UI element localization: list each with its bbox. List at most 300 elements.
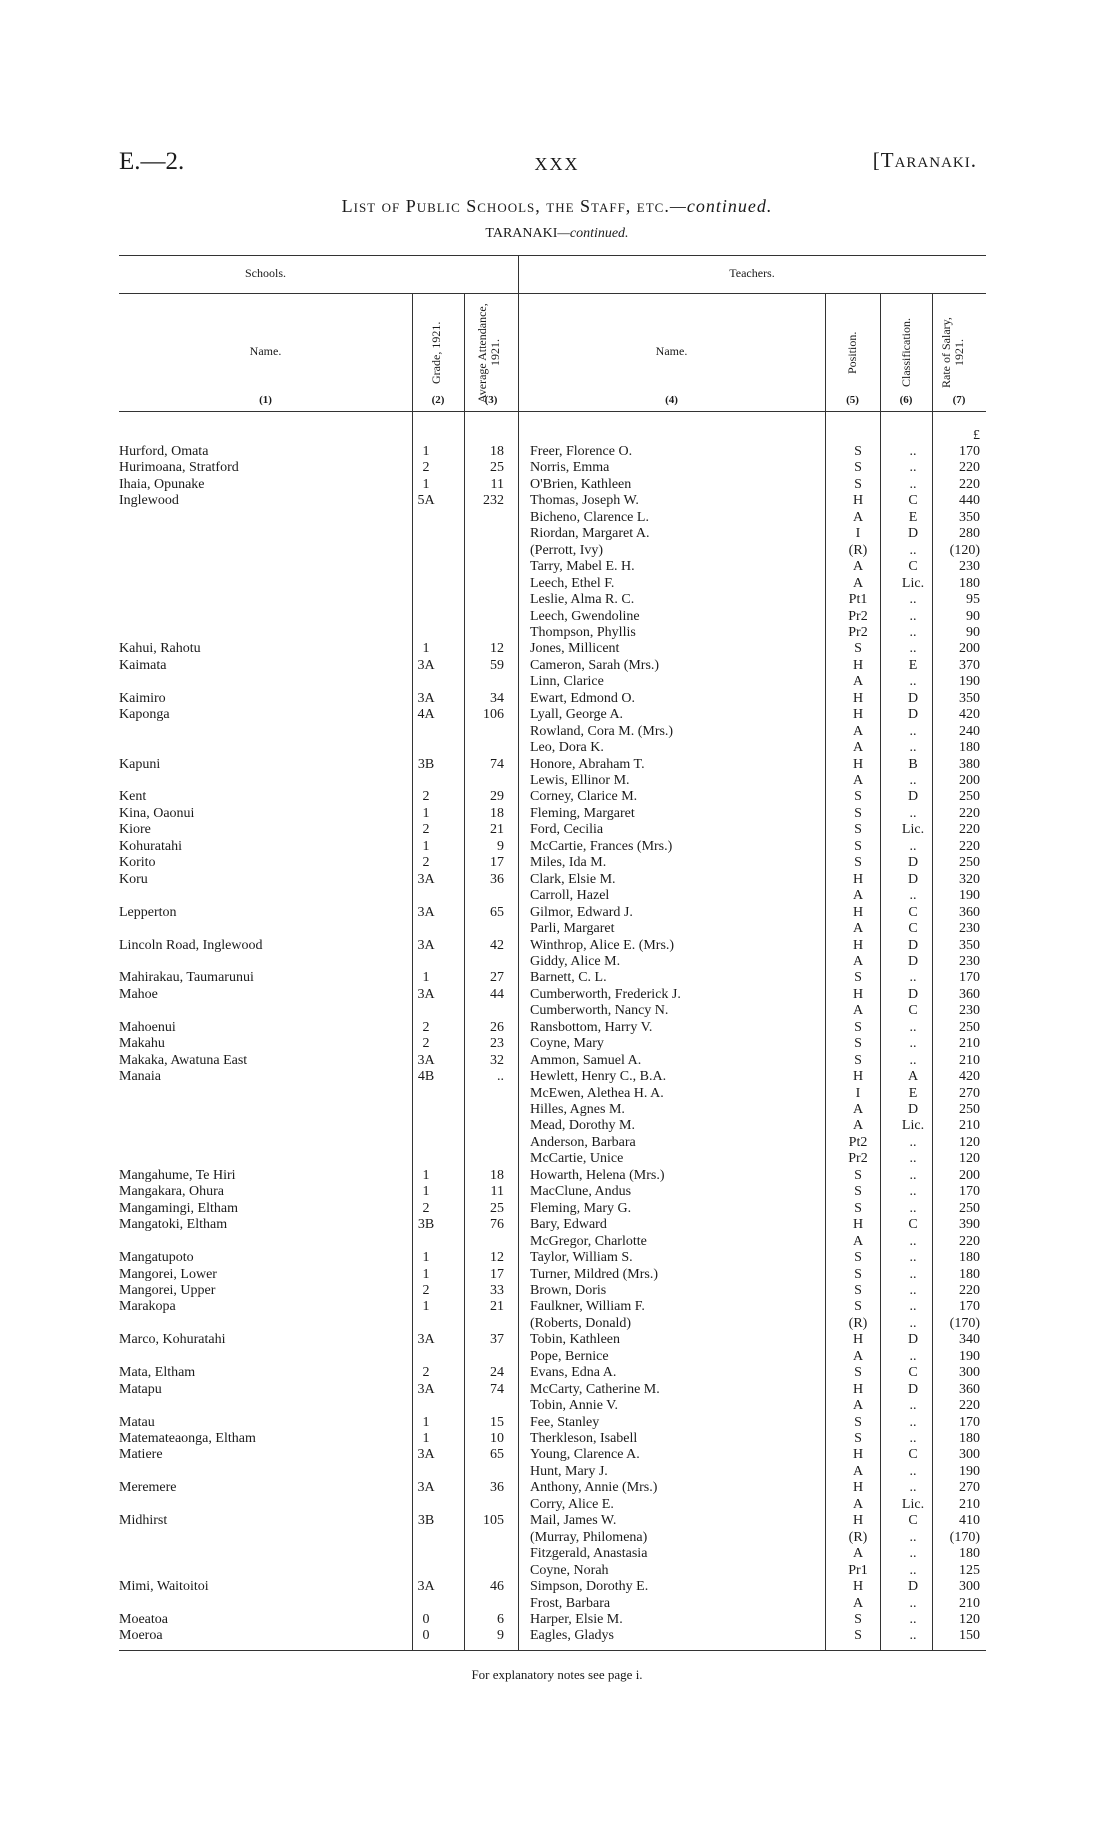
salary-cell: 280: [959, 526, 980, 542]
classification-cell: ..: [909, 1463, 917, 1479]
grade-cell: 3B: [417, 1513, 435, 1529]
classification-cell: ..: [909, 773, 917, 788]
position-cell: H: [852, 690, 864, 706]
teacher-name-cell: Corney, Clarice M.: [530, 789, 638, 805]
school-name-cell: Marakopa: [119, 1299, 176, 1315]
attendance-cell: 25: [490, 1200, 504, 1216]
teacher-name-cell: Hilles, Agnes M.: [530, 1102, 625, 1117]
teacher-name-cell: Parli, Margaret: [530, 921, 615, 937]
salary-cell: (170): [949, 1529, 980, 1545]
teacher-name-cell: MacClune, Andus: [530, 1184, 632, 1200]
classification-cell: ..: [909, 1546, 917, 1562]
grade-cell: 3A: [417, 937, 435, 953]
salary-cell: 90: [966, 608, 980, 624]
school-name-cell: Lepperton: [119, 904, 177, 920]
school-name-cell: Meremere: [119, 1480, 177, 1496]
classification-cell: D: [907, 953, 919, 969]
teacher-name-cell: Pope, Bernice: [530, 1348, 609, 1364]
attendance-cell: 76: [490, 1217, 504, 1233]
teacher-name-cell: Simpson, Dorothy E.: [530, 1579, 649, 1595]
grade-cell: 1: [422, 1299, 430, 1315]
teacher-name-cell: Cumberworth, Nancy N.: [530, 1003, 669, 1019]
salary-cell: 220: [959, 822, 980, 838]
position-cell: H: [852, 937, 864, 953]
col-header-attendance: Average Attendance, 1921.: [475, 303, 502, 403]
school-name-cell: Mangatoki, Eltham: [119, 1217, 228, 1233]
table-row: [0, 1184, 1114, 1200]
table-row: [0, 625, 1114, 641]
classification-cell: ..: [909, 444, 917, 459]
teacher-name-cell: Young, Clarence A.: [530, 1447, 640, 1463]
table-row: [0, 1234, 1114, 1250]
table-row: [0, 1382, 1114, 1398]
teacher-name-cell: Thomas, Joseph W.: [530, 493, 639, 509]
teacher-name-cell: Corry, Alice E.: [530, 1496, 614, 1512]
table-row: [0, 1267, 1114, 1283]
table-row: [0, 806, 1114, 822]
table-row: [0, 1036, 1114, 1052]
table-row: [0, 773, 1114, 789]
classification-cell: ..: [909, 888, 917, 904]
footnote: For explanatory notes see page i.: [471, 1667, 643, 1682]
salary-cell: 230: [959, 559, 980, 575]
table-row: [0, 789, 1114, 805]
position-cell: I: [855, 526, 861, 542]
position-cell: S: [854, 1200, 862, 1216]
table-row: [0, 1513, 1114, 1529]
position-cell: A: [852, 1595, 864, 1611]
classification-cell: ..: [909, 608, 917, 624]
salary-cell: 170: [959, 1414, 980, 1430]
table-row: [0, 1464, 1114, 1480]
salary-cell: 350: [959, 509, 980, 525]
col-number-3: (3): [484, 394, 498, 406]
position-cell: S: [854, 1299, 862, 1315]
table-row: [0, 1250, 1114, 1266]
teacher-name-cell: Fitzgerald, Anastasia: [530, 1546, 648, 1562]
table-row: [0, 658, 1114, 674]
position-cell: H: [852, 1480, 864, 1496]
salary-cell: 95: [966, 592, 980, 608]
teacher-name-cell: Frost, Barbara: [530, 1595, 611, 1611]
attendance-cell: 12: [490, 641, 504, 657]
position-cell: Pr2: [848, 1151, 868, 1167]
table-row: [0, 1316, 1114, 1332]
table-row: [0, 1612, 1114, 1628]
teacher-name-cell: Leech, Gwendoline: [530, 608, 640, 624]
table-row: [0, 1349, 1114, 1365]
position-cell: S: [854, 838, 862, 854]
currency-symbol: £: [973, 428, 980, 443]
classification-cell: ..: [909, 1036, 917, 1052]
attendance-cell: 15: [490, 1414, 504, 1430]
position-cell: A: [852, 1233, 864, 1249]
classification-cell: ..: [909, 1167, 917, 1183]
salary-cell: 420: [959, 1069, 980, 1085]
grade-cell: 2: [422, 460, 430, 476]
teacher-name-cell: Cameron, Sarah (Mrs.): [530, 657, 660, 673]
salary-cell: 410: [959, 1513, 980, 1529]
position-cell: S: [854, 805, 862, 821]
school-name-cell: Ihaia, Opunake: [119, 476, 205, 492]
classification-cell: ..: [909, 1266, 917, 1282]
salary-cell: 230: [959, 1003, 980, 1019]
salary-cell: 170: [959, 1184, 980, 1200]
teacher-name-cell: Ransbottom, Harry V.: [530, 1019, 653, 1035]
classification-cell: E: [908, 509, 918, 525]
classification-cell: D: [907, 855, 919, 871]
position-cell: H: [852, 904, 864, 920]
classification-cell: ..: [909, 674, 917, 690]
school-name-cell: Kaimiro: [119, 690, 166, 706]
attendance-cell: 21: [490, 822, 504, 838]
position-cell: S: [854, 476, 862, 492]
attendance-cell: 12: [490, 1250, 504, 1266]
grade-cell: 3A: [417, 690, 435, 706]
attendance-cell: 59: [490, 657, 504, 673]
classification-cell: C: [908, 1003, 918, 1019]
school-name-cell: Lincoln Road, Inglewood: [119, 937, 263, 953]
position-cell: A: [852, 559, 864, 575]
teacher-name-cell: Clark, Elsie M.: [530, 871, 616, 887]
position-cell: H: [852, 707, 864, 723]
school-name-cell: Makahu: [119, 1036, 165, 1052]
salary-cell: 180: [959, 1250, 980, 1266]
table-row: [0, 510, 1114, 526]
salary-cell: 210: [959, 1595, 980, 1611]
col-header-salary: Rate of Salary, 1921.: [939, 317, 966, 389]
position-cell: S: [854, 1036, 862, 1052]
classification-cell: ..: [909, 1299, 917, 1315]
attendance-cell: 44: [490, 986, 504, 1002]
classification-cell: D: [907, 1102, 919, 1117]
table-row: [0, 543, 1114, 559]
table-row: [0, 1546, 1114, 1562]
teacher-name-cell: (Roberts, Donald): [530, 1315, 632, 1331]
classification-cell: ..: [909, 1348, 917, 1364]
attendance-cell: 74: [490, 756, 504, 772]
classification-cell: B: [908, 756, 918, 772]
classification-cell: C: [908, 904, 918, 920]
grade-cell: 3A: [417, 1052, 435, 1068]
position-cell: A: [852, 1546, 864, 1562]
position-cell: A: [852, 773, 864, 788]
position-cell: A: [852, 509, 864, 525]
school-name-cell: Inglewood: [119, 493, 179, 509]
school-name-cell: Mangamingi, Eltham: [119, 1200, 238, 1216]
school-name-cell: Kina, Oaonui: [119, 805, 195, 821]
table-row: [0, 1217, 1114, 1233]
table-row: [0, 1168, 1114, 1184]
attendance-cell: 18: [490, 805, 504, 821]
table-row: [0, 724, 1114, 740]
school-name-cell: Kapuni: [119, 756, 161, 772]
position-cell: S: [854, 855, 862, 871]
position-cell: S: [854, 460, 862, 476]
school-name-cell: Makaka, Awatuna East: [119, 1052, 248, 1068]
teacher-name-cell: Anthony, Annie (Mrs.): [530, 1480, 658, 1496]
col-number-1: (1): [259, 394, 272, 406]
salary-cell: 180: [959, 575, 980, 591]
grade-cell: 1: [422, 1250, 430, 1266]
salary-cell: 125: [959, 1562, 980, 1578]
grade-cell: 2: [422, 855, 430, 871]
classification-cell: ..: [909, 1250, 917, 1266]
classification-cell: ..: [909, 542, 917, 558]
classification-cell: E: [908, 1085, 918, 1101]
position-cell: S: [854, 641, 862, 657]
position-cell: S: [854, 1052, 862, 1068]
table-row: [0, 1480, 1114, 1496]
teacher-name-cell: McCarty, Catherine M.: [530, 1381, 660, 1397]
grade-cell: 3A: [417, 657, 435, 673]
position-cell: A: [852, 1003, 864, 1019]
classification-cell: ..: [909, 740, 917, 756]
grade-cell: 5A: [417, 493, 435, 509]
classification-cell: C: [908, 1217, 918, 1233]
table-row: [0, 444, 1114, 460]
position-cell: A: [852, 1463, 864, 1479]
grade-cell: 1: [422, 641, 430, 657]
col-number-6: (6): [899, 394, 913, 406]
table-row: [0, 872, 1114, 888]
salary-cell: 220: [959, 476, 980, 492]
page-number: XXX: [534, 154, 580, 174]
col-header-school-name: Name.: [249, 344, 282, 358]
salary-cell: 270: [959, 1480, 980, 1496]
position-cell: S: [854, 1266, 862, 1282]
classification-cell: D: [907, 1381, 919, 1397]
salary-cell: 440: [959, 493, 980, 509]
classification-cell: ..: [909, 1315, 917, 1331]
teacher-name-cell: Ewart, Edmond O.: [530, 690, 635, 706]
teacher-name-cell: Hunt, Mary J.: [530, 1463, 608, 1479]
classification-cell: ..: [909, 641, 917, 657]
teacher-name-cell: Coyne, Mary: [530, 1036, 604, 1052]
teacher-name-cell: Barnett, C. L.: [530, 970, 607, 986]
classification-cell: ..: [909, 1019, 917, 1035]
position-cell: (R): [848, 1529, 868, 1545]
classification-cell: ..: [909, 1480, 917, 1496]
teacher-name-cell: Therkleson, Isabell: [530, 1431, 638, 1446]
position-cell: Pr2: [848, 624, 868, 640]
table-row: [0, 888, 1114, 904]
table-row: [0, 954, 1114, 970]
table-row: [0, 905, 1114, 921]
grade-cell: 3A: [417, 1480, 435, 1496]
teacher-name-cell: Mead, Dorothy M.: [530, 1118, 635, 1134]
group-header-schools: Schools.: [244, 266, 286, 280]
classification-cell: C: [908, 1365, 918, 1381]
classification-cell: Lic.: [901, 1496, 925, 1512]
teacher-name-cell: Tobin, Annie V.: [530, 1398, 618, 1414]
attendance-cell: 11: [490, 1184, 504, 1200]
salary-cell: 250: [959, 1200, 980, 1216]
teacher-name-cell: Honore, Abraham T.: [530, 756, 645, 772]
teacher-name-cell: Norris, Emma: [530, 460, 610, 476]
position-cell: A: [852, 953, 864, 969]
table-row: [0, 839, 1114, 855]
salary-cell: 90: [966, 624, 980, 640]
salary-cell: (120): [949, 542, 980, 558]
table-row: [0, 1596, 1114, 1612]
position-cell: A: [852, 921, 864, 937]
school-name-cell: Korito: [119, 855, 156, 871]
table-row: [0, 1003, 1114, 1019]
attendance-cell: 32: [490, 1052, 504, 1068]
table-row: [0, 1020, 1114, 1036]
position-cell: S: [854, 970, 862, 986]
salary-cell: 210: [959, 1052, 980, 1068]
classification-cell: D: [907, 526, 919, 542]
attendance-cell: 42: [490, 937, 504, 953]
grade-cell: 4B: [417, 1069, 435, 1085]
salary-cell: 180: [959, 1431, 980, 1446]
teacher-name-cell: Brown, Doris: [530, 1282, 607, 1298]
table-row: [0, 460, 1114, 476]
school-name-cell: Kent: [119, 789, 147, 805]
position-cell: S: [854, 1282, 862, 1298]
position-cell: A: [852, 1348, 864, 1364]
school-name-cell: Matemateaonga, Eltham: [119, 1431, 256, 1446]
teacher-name-cell: Thompson, Phyllis: [530, 624, 636, 640]
teacher-name-cell: McGregor, Charlotte: [530, 1233, 647, 1249]
school-name-cell: Mata, Eltham: [119, 1365, 196, 1381]
table-row: [0, 477, 1114, 493]
classification-cell: ..: [909, 624, 917, 640]
position-cell: S: [854, 1365, 862, 1381]
teacher-name-cell: Freer, Florence O.: [530, 444, 633, 459]
table-row: [0, 1398, 1114, 1414]
table-row: [0, 641, 1114, 657]
attendance-cell: 11: [490, 476, 504, 492]
grade-cell: 1: [422, 1266, 430, 1282]
classification-cell: C: [908, 921, 918, 937]
grade-cell: 0: [422, 1611, 430, 1627]
teacher-name-cell: Rowland, Cora M. (Mrs.): [530, 723, 674, 739]
salary-cell: 300: [959, 1447, 980, 1463]
table-row: [0, 1332, 1114, 1348]
attendance-cell: 23: [490, 1036, 504, 1052]
salary-cell: 380: [959, 756, 980, 772]
teacher-name-cell: Tarry, Mabel E. H.: [530, 559, 635, 575]
position-cell: A: [852, 1496, 864, 1512]
salary-cell: 270: [959, 1085, 980, 1101]
attendance-cell: 29: [490, 789, 504, 805]
position-cell: S: [854, 1628, 862, 1644]
classification-cell: D: [907, 871, 919, 887]
grade-cell: 1: [422, 970, 430, 986]
position-cell: H: [852, 1579, 864, 1595]
teacher-name-cell: O'Brien, Kathleen: [530, 476, 632, 492]
grade-cell: 3A: [417, 1332, 435, 1348]
salary-cell: 120: [959, 1611, 980, 1627]
table-row: [0, 1628, 1114, 1644]
teacher-name-cell: Anderson, Barbara: [530, 1134, 636, 1150]
school-name-cell: Matau: [119, 1414, 155, 1430]
salary-cell: 170: [959, 444, 980, 459]
classification-cell: ..: [909, 460, 917, 476]
table-row: [0, 970, 1114, 986]
grade-cell: 3A: [417, 904, 435, 920]
position-cell: H: [852, 871, 864, 887]
position-cell: H: [852, 1332, 864, 1348]
table-row: [0, 822, 1114, 838]
table-row: [0, 1497, 1114, 1513]
salary-cell: 220: [959, 838, 980, 854]
teacher-name-cell: Harper, Elsie M.: [530, 1611, 623, 1627]
attendance-cell: 232: [483, 493, 504, 509]
salary-cell: 220: [959, 1282, 980, 1298]
teacher-name-cell: Fleming, Mary G.: [530, 1200, 632, 1216]
classification-cell: ..: [909, 1611, 917, 1627]
region-header: [Taranaki.: [872, 148, 977, 172]
col-header-teacher-name: Name.: [655, 344, 688, 358]
attendance-cell: 24: [490, 1365, 504, 1381]
classification-cell: ..: [909, 1184, 917, 1200]
teacher-name-cell: Ford, Cecilia: [530, 822, 604, 838]
salary-cell: 350: [959, 690, 980, 706]
attendance-cell: 21: [490, 1299, 504, 1315]
teacher-name-cell: Jones, Millicent: [530, 641, 620, 657]
salary-cell: 250: [959, 855, 980, 871]
table-row: [0, 1563, 1114, 1579]
table-row: [0, 1415, 1114, 1431]
salary-cell: 180: [959, 1546, 980, 1562]
position-cell: S: [854, 1019, 862, 1035]
table-row: [0, 576, 1114, 592]
classification-cell: ..: [909, 805, 917, 821]
attendance-cell: 34: [490, 690, 504, 706]
salary-cell: 120: [959, 1151, 980, 1167]
table-row: [0, 987, 1114, 1003]
classification-cell: ..: [909, 1562, 917, 1578]
position-cell: I: [855, 1085, 861, 1101]
position-cell: H: [852, 1513, 864, 1529]
table-row: [0, 1530, 1114, 1546]
salary-cell: 190: [959, 1348, 980, 1364]
table-row: [0, 1135, 1114, 1151]
classification-cell: D: [907, 986, 919, 1002]
teacher-name-cell: Howarth, Helena (Mrs.): [530, 1167, 665, 1183]
school-name-cell: Moeroa: [119, 1628, 163, 1644]
classification-cell: C: [908, 559, 918, 575]
position-cell: H: [852, 1217, 864, 1233]
salary-cell: 210: [959, 1118, 980, 1134]
school-name-cell: Midhirst: [119, 1513, 168, 1529]
teacher-name-cell: Bicheno, Clarence L.: [530, 509, 649, 525]
school-name-cell: Koru: [119, 871, 148, 887]
page-title: List of Public Schools, the Staff, etc.—continued.: [341, 196, 773, 216]
teacher-name-cell: Leo, Dora K.: [530, 740, 604, 756]
school-name-cell: Marco, Kohuratahi: [119, 1332, 226, 1348]
teacher-name-cell: Carroll, Hazel: [530, 888, 610, 904]
grade-cell: 2: [422, 1200, 430, 1216]
position-cell: S: [854, 444, 862, 459]
teacher-name-cell: Lewis, Ellinor M.: [530, 773, 630, 788]
grade-cell: 0: [422, 1628, 430, 1644]
classification-cell: A: [907, 1069, 919, 1085]
attendance-cell: 46: [490, 1579, 504, 1595]
salary-cell: 360: [959, 1381, 980, 1397]
attendance-cell: 9: [497, 838, 504, 854]
classification-cell: E: [908, 657, 918, 673]
teacher-name-cell: Mail, James W.: [530, 1513, 617, 1529]
grade-cell: 1: [422, 1167, 430, 1183]
school-name-cell: Mahoenui: [119, 1019, 176, 1035]
classification-cell: ..: [909, 838, 917, 854]
salary-cell: 120: [959, 1134, 980, 1150]
